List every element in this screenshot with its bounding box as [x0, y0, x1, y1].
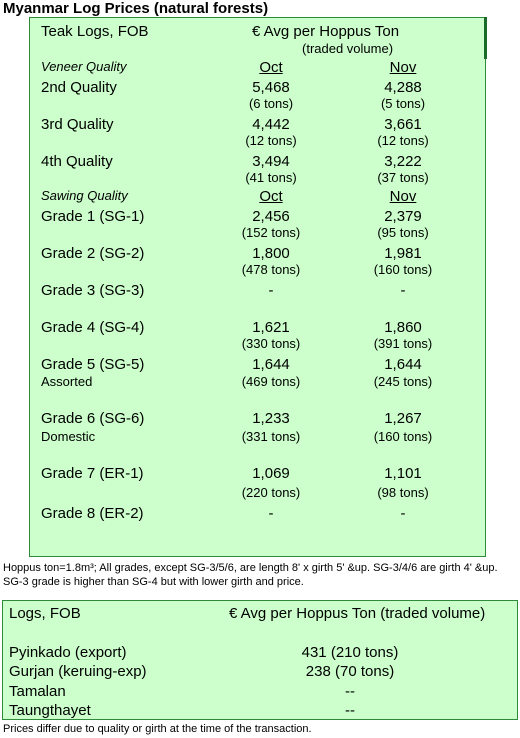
oct-price: 1,800 [252, 245, 290, 262]
row-name: 3rd Quality [41, 116, 114, 133]
oct-volume: (6 tons) [248, 96, 294, 111]
sawing-section-label: Sawing Quality [41, 188, 128, 203]
row-name: Grade 4 (SG-4) [41, 319, 145, 336]
logs-header-price: € Avg per Hoppus Ton (traded volume) [229, 605, 486, 622]
table-corner-accent [484, 17, 487, 59]
col-oct-veneer: Oct [259, 59, 283, 76]
oct-price: 1,233 [252, 410, 290, 427]
hoppus-note: Hoppus ton=1.8m³; All grades, except SG-3/5/6, are length 8' x girth 5' &up. SG-3/4/6 are girth 4' &up. SG-3 grade is higher than SG-4 but with lower girth and price. [3, 562, 498, 588]
teak-header-price: € Avg per Hoppus Ton [252, 23, 400, 40]
oct-price: 1,644 [252, 356, 290, 373]
row-name: Grade 8 (ER-2) [41, 505, 144, 522]
teak-header-volume: (traded volume) [302, 41, 394, 56]
row-name: 2nd Quality [41, 79, 117, 96]
row-name: Grade 7 (ER-1) [41, 465, 144, 482]
nov-price: 4,288 [384, 79, 422, 96]
row-sublabel: Assorted [41, 374, 93, 389]
nov-price: 1,981 [384, 245, 422, 262]
log-value: 238 (70 tons) [305, 663, 395, 680]
log-name: Pyinkado (export) [9, 644, 127, 661]
nov-price: 3,222 [384, 153, 422, 170]
oct-volume: (331 tons) [241, 429, 301, 444]
oct-price: 2,456 [252, 208, 290, 225]
nov-volume: (95 tons) [377, 225, 429, 240]
row-name: Grade 5 (SG-5) [41, 356, 145, 373]
log-value: -- [345, 702, 355, 719]
nov-price: 1,267 [384, 410, 422, 427]
nov-price: - [400, 505, 406, 522]
nov-volume: (160 tons) [373, 262, 433, 277]
log-value: -- [345, 683, 355, 700]
nov-volume: (5 tons) [380, 96, 426, 111]
log-name: Taungthayet [9, 702, 91, 719]
footnote: Prices differ due to quality or girth at the time of the transaction. [3, 723, 312, 735]
oct-price: 1,069 [252, 465, 290, 482]
oct-price: 3,494 [252, 153, 290, 170]
oct-price: 5,468 [252, 79, 290, 96]
oct-volume: (12 tons) [245, 133, 297, 148]
log-name: Tamalan [9, 683, 66, 700]
nov-price: 1,860 [384, 319, 422, 336]
oct-volume: (41 tons) [245, 170, 297, 185]
row-name: Grade 6 (SG-6) [41, 410, 145, 427]
page-title: Myanmar Log Prices (natural forests) [3, 0, 269, 17]
col-nov-sawing: Nov [389, 188, 417, 205]
oct-price: - [268, 282, 274, 299]
nov-price: 1,644 [384, 356, 422, 373]
row-name: Grade 1 (SG-1) [41, 208, 145, 225]
nov-price: 1,101 [384, 465, 422, 482]
veneer-section-label: Veneer Quality [41, 59, 127, 74]
oct-volume: (220 tons) [241, 485, 301, 500]
row-name: 4th Quality [41, 153, 113, 170]
oct-price: - [268, 505, 274, 522]
nov-volume: (160 tons) [373, 429, 433, 444]
row-sublabel: Domestic [41, 429, 96, 444]
nov-price: - [400, 282, 406, 299]
log-value: 431 (210 tons) [301, 644, 399, 661]
row-name: Grade 2 (SG-2) [41, 245, 145, 262]
oct-price: 1,621 [252, 319, 290, 336]
oct-volume: (330 tons) [241, 336, 301, 351]
logs-header-label: Logs, FOB [9, 605, 81, 622]
teak-header-label: Teak Logs, FOB [41, 23, 149, 40]
nov-price: 3,661 [384, 116, 422, 133]
log-name: Gurjan (keruing-exp) [9, 663, 147, 680]
oct-volume: (152 tons) [241, 225, 301, 240]
col-nov-veneer: Nov [389, 59, 417, 76]
nov-volume: (12 tons) [377, 133, 429, 148]
nov-volume: (98 tons) [377, 485, 429, 500]
row-name: Grade 3 (SG-3) [41, 282, 145, 299]
oct-volume: (478 tons) [241, 262, 301, 277]
oct-volume: (469 tons) [241, 374, 301, 389]
nov-volume: (37 tons) [377, 170, 429, 185]
nov-volume: (245 tons) [373, 374, 433, 389]
nov-volume: (391 tons) [373, 336, 433, 351]
col-oct-sawing: Oct [259, 188, 283, 205]
oct-price: 4,442 [252, 116, 290, 133]
nov-price: 2,379 [384, 208, 422, 225]
